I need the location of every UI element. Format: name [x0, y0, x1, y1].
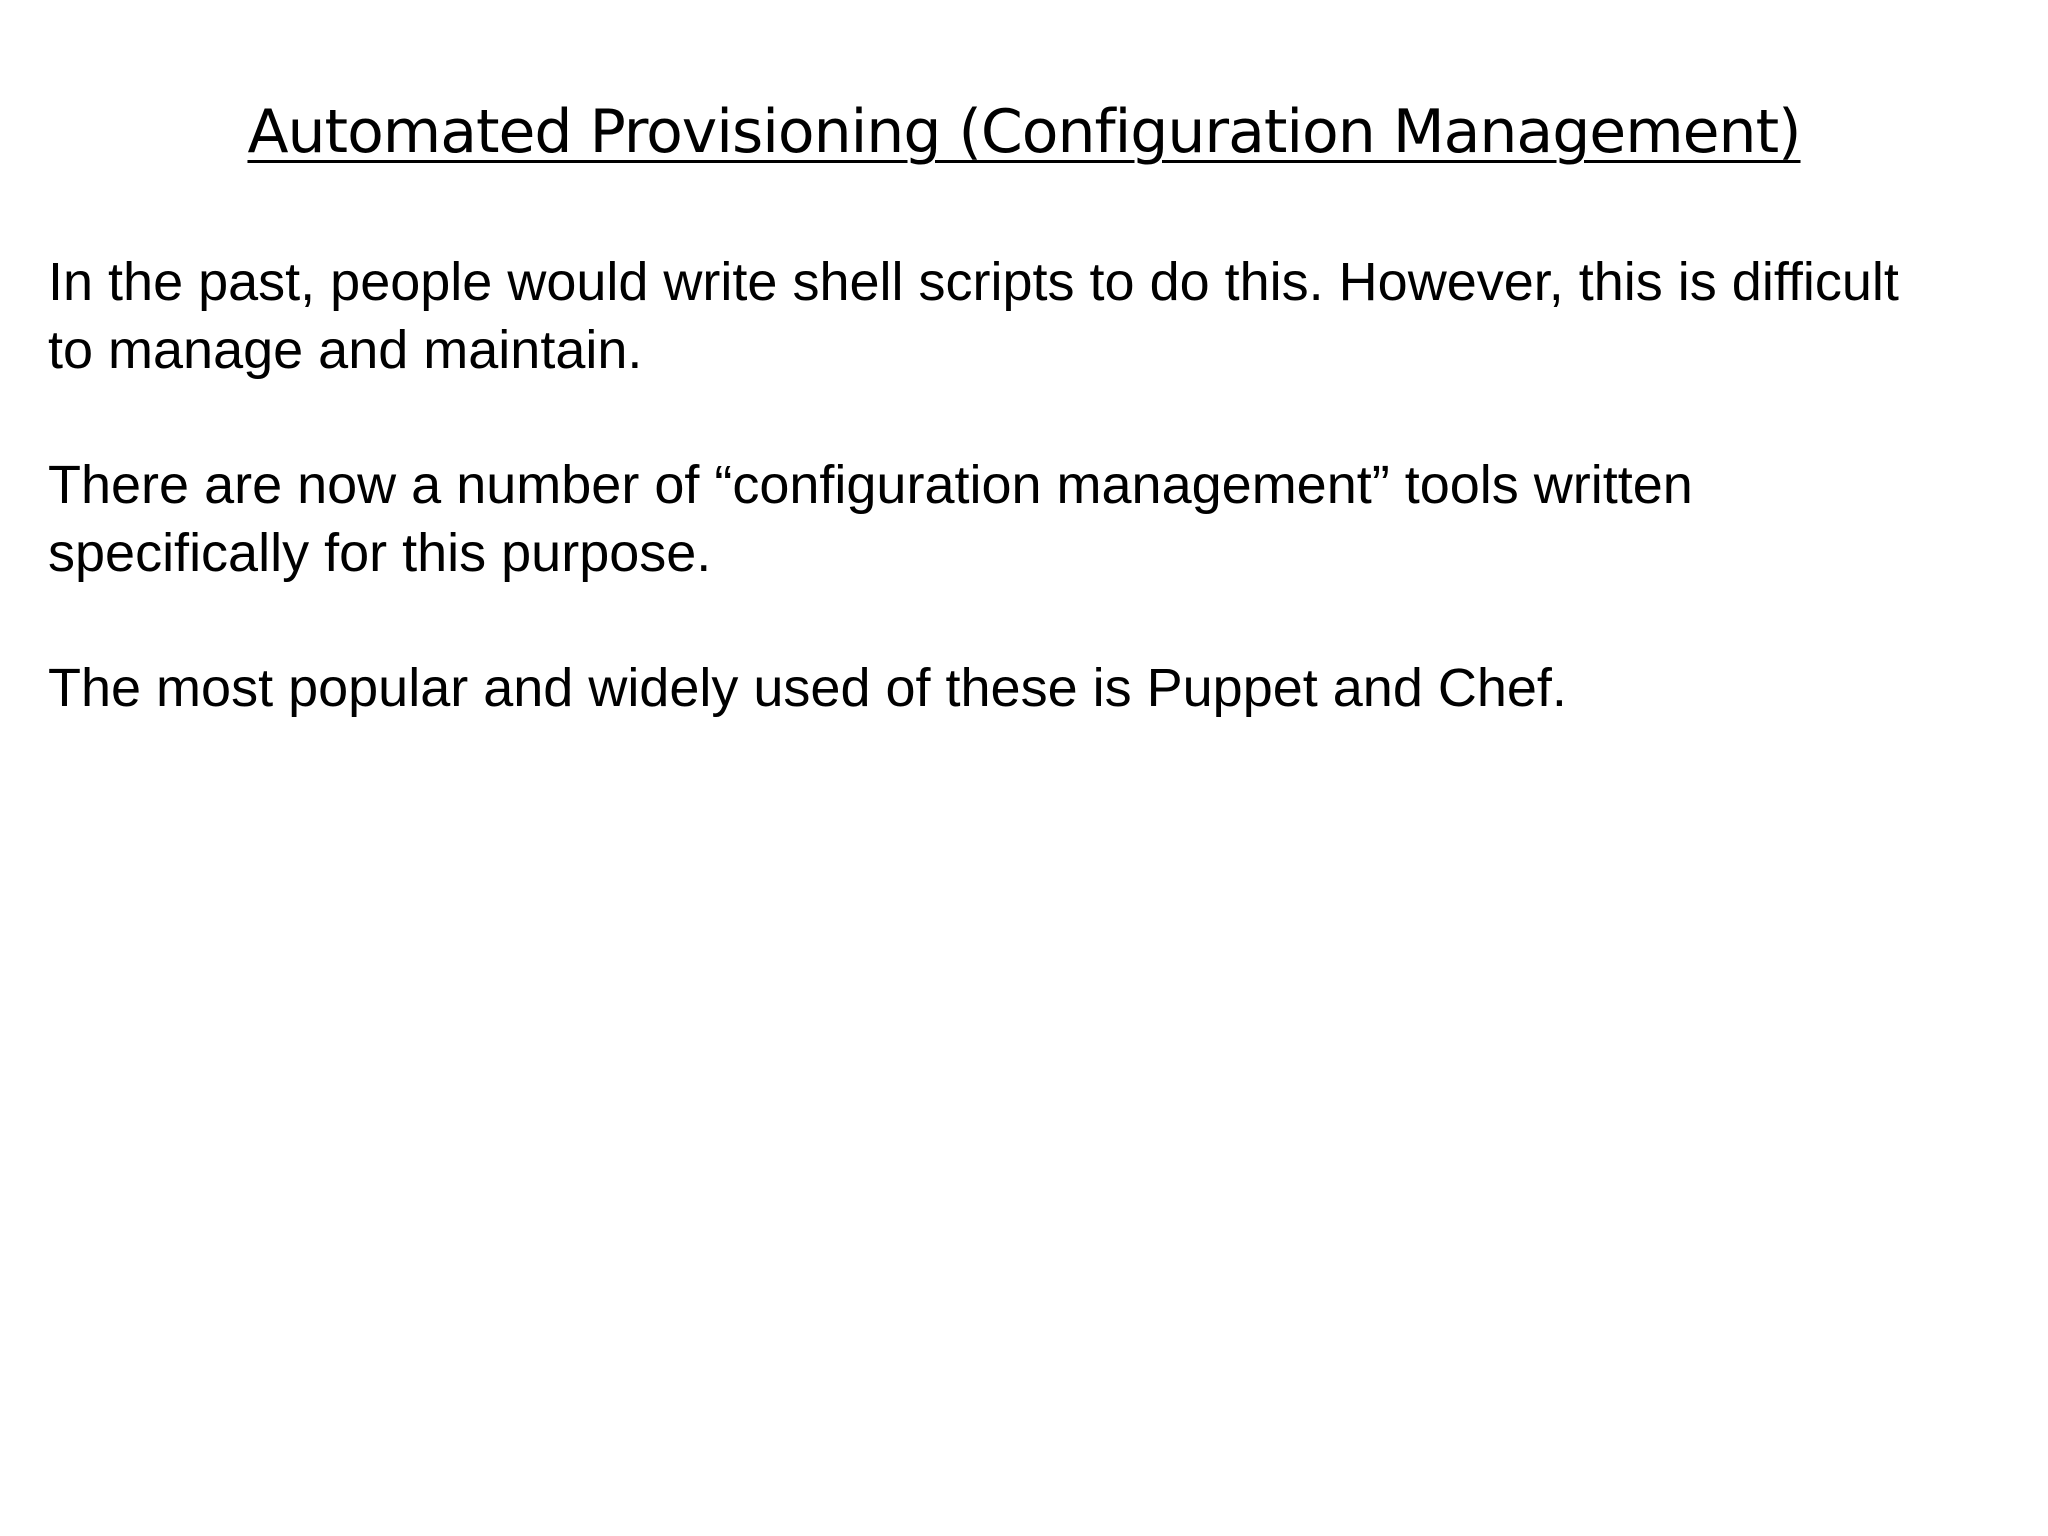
- paragraph-shell-scripts: [48, 248, 2008, 384]
- paragraph-line: specifically for this purpose.: [48, 523, 712, 583]
- paragraph-line: The most popular and widely used of these is Puppet and Chef.: [48, 658, 1567, 718]
- paragraph-line: There are now a number of “configuration management” tools written: [48, 455, 1693, 515]
- paragraph-puppet-chef: [48, 654, 2008, 722]
- paragraph-line: In the past, people would write shell scripts to do this. However, this is difficult: [48, 252, 1899, 312]
- paragraph-config-tools: [48, 451, 2008, 587]
- paragraph-line: to manage and maintain.: [48, 320, 643, 380]
- slide-body: [48, 248, 2008, 789]
- slide-title: Automated Provisioning (Configuration Management): [247, 97, 1801, 167]
